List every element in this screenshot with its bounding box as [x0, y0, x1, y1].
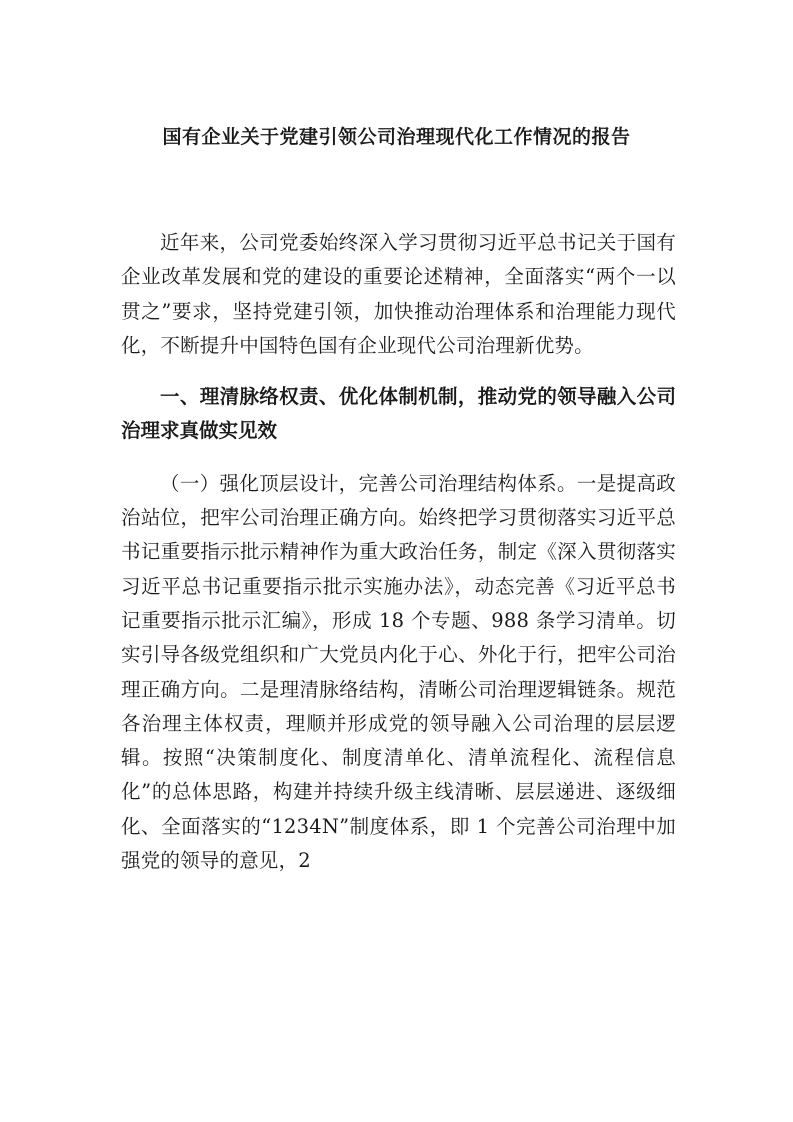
body-paragraph: （一）强化顶层设计，完善公司治理结构体系。一是提高政治站位，把牢公司治理正确方向。始终把学习贯彻落实习近平总书记重要指示批示精神作为重大政治任务，制定《深入贯彻落实习近平总书记重要指示批示实施办法》，动态完善《习近平总书记重要指示批示汇编》，形成 18 个专题、988 条学习清单。切实引导各级党组织和广大党员内化于心、外化于行，把牢公司治理正确方向。二是理清脉络结构，清晰公司治理逻辑链条。规范各治理主体权责，理顺并形成党的领导融入公司治理的层层逻辑。按照“决策制度化、制度清单化、清单流程化、流程信息化”的总体思路，构建并持续升级主线清晰、层层递进、逐级细化、全面落实的“1234N”制度体系，即 1 个完善公司治理中加强党的领导的意见，2 — [121, 471, 676, 873]
document-title: 国有企业关于党建引领公司治理现代化工作情况的报告 — [162, 126, 631, 148]
document-body — [121, 226, 676, 878]
intro-paragraph: 近年来，公司党委始终深入学习贯彻习近平总书记关于国有企业改革发展和党的建设的重要论述精神，全面落实“两个一以贯之”要求，坚持党建引领，加快推动治理体系和治理能力现代化，不断提升中国特色国有企业现代公司治理新优势。 — [121, 231, 676, 357]
section-heading: 一、理清脉络权责、优化体制机制，推动党的领导融入公司治理求真做实见效 — [121, 385, 676, 443]
